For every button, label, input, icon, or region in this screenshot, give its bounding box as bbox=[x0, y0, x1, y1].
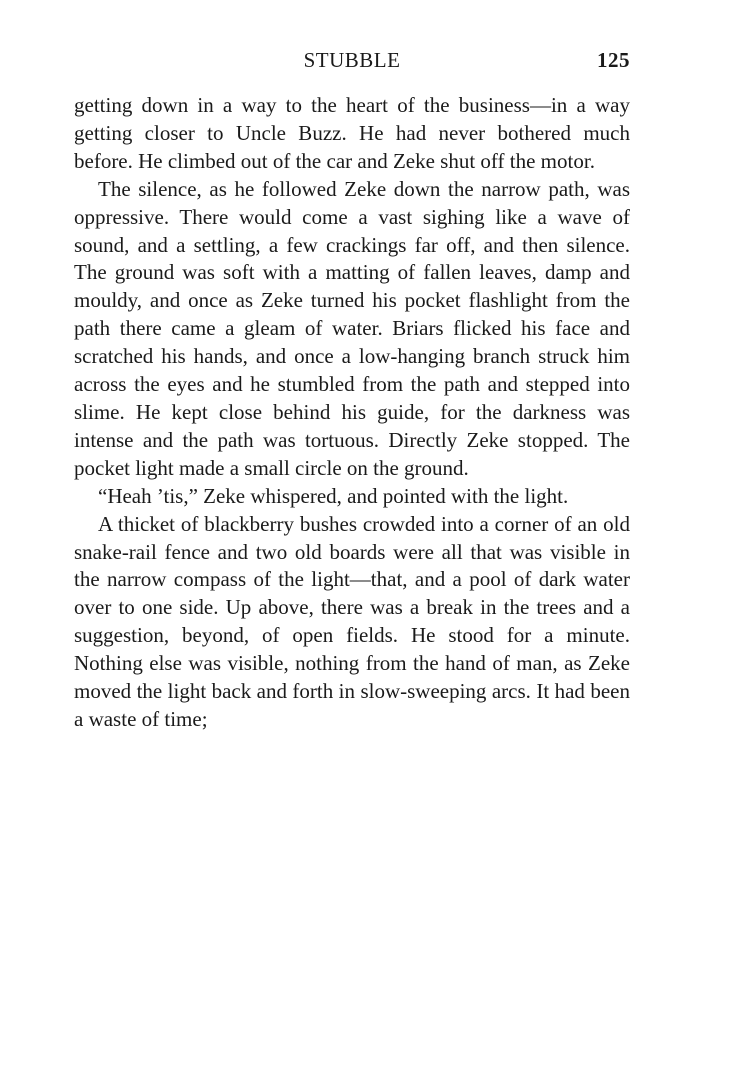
paragraph-silence: The silence, as he followed Zeke down the narrow path, was oppressive. There would come a vast sighing like a wave of sound, and a settling, a few crackings far off, and then silence. The ground was soft with a matting of fallen leaves, damp and mouldy, and once as Zeke turned his pocket flashlight from the path there came a gleam of water. Briars flicked his face and scratched his hands, and once a low-hanging branch struck him across the eyes and he stumbled from the path and stepped into slime. He kept close behind his guide, for the darkness was intense and the path was tortuous. Directly Zeke stopped. The pocket light made a small circle on the ground. bbox=[74, 176, 630, 480]
paragraph-thicket: A thicket of blackberry bushes crowded into a corner of an old snake-rail fence and two old boards were all that was visible in the narrow compass of the light—that, and a pool of dark water over to one side. Up above, there was a break in the trees and a suggestion, beyond, of open fields. He stood for a minute. Nothing else was visible, nothing from the hand of man, as Zeke moved the light back and forth in slow-sweeping arcs. It had been a waste of time; bbox=[74, 511, 630, 731]
paragraph-continued: getting down in a way to the heart of the business—in a way getting closer to Uncle Buzz. He had never bothered much before. He climbed out of the car and Zeke shut off the motor. bbox=[74, 93, 630, 173]
page-number: 125 bbox=[597, 48, 630, 72]
body-text bbox=[74, 92, 630, 734]
running-head bbox=[74, 48, 630, 76]
running-title: STUBBLE bbox=[303, 48, 401, 72]
paragraph-dialogue: “Heah ’tis,” Zeke whispered, and pointed with the light. bbox=[98, 483, 569, 508]
